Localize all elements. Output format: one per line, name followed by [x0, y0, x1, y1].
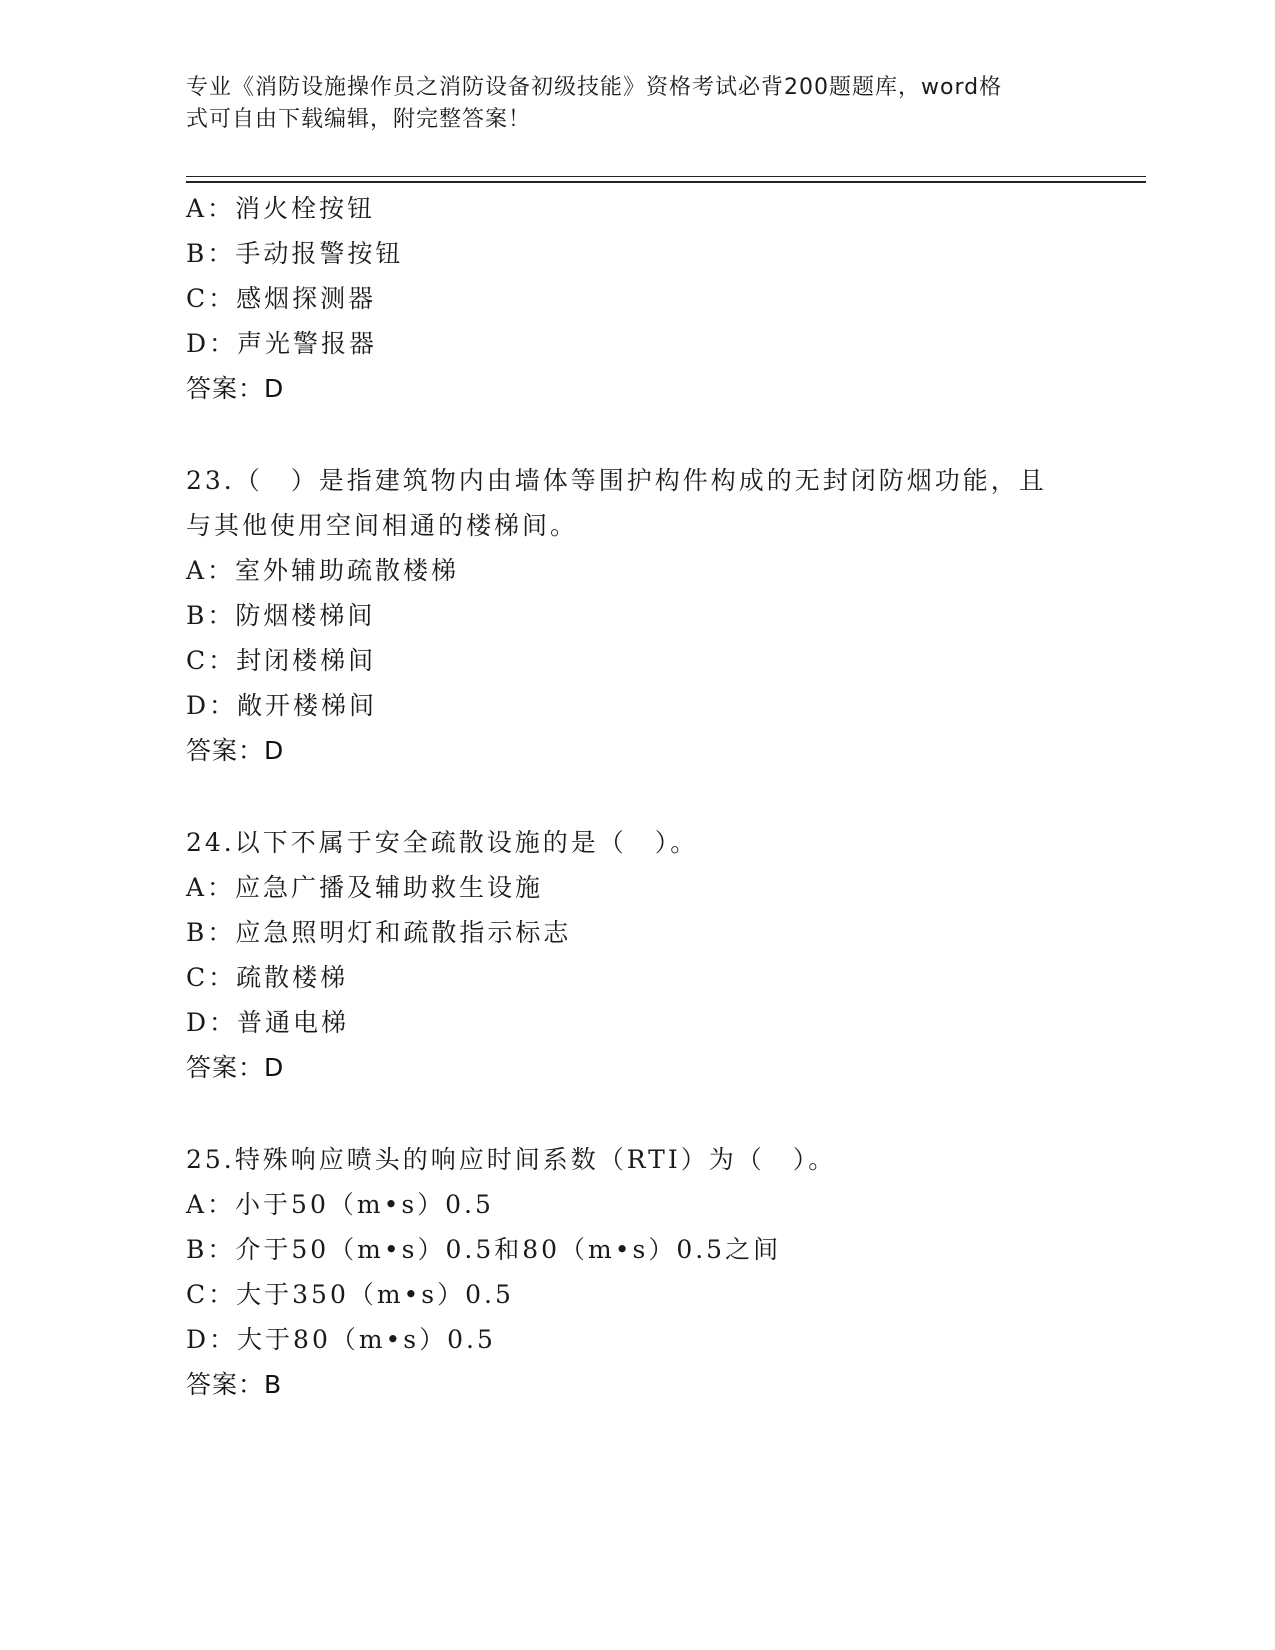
- header-line-2: 式可自由下载编辑，附完整答案！: [186, 107, 532, 132]
- header-line-1: 专业《消防设施操作员之消防设备初级技能》资格考试必背200题题库，word格: [186, 75, 1003, 100]
- question-list: [186, 186, 1086, 1407]
- document-header: [186, 72, 1066, 136]
- option-a: A：小于50（m•s）0.5: [186, 1190, 494, 1219]
- question-stem-line-1: 23.（ ）是指建筑物内由墙体等围护构件构成的无封闭防烟功能，且: [186, 466, 1047, 495]
- question-22: [186, 186, 1086, 411]
- question-stem-line-2: 与其他使用空间相通的楼梯间。: [186, 511, 579, 540]
- option-c: C：大于350（m•s）0.5: [186, 1280, 514, 1309]
- question-stem-line-1: 24.以下不属于安全疏散设施的是（ ）。: [186, 828, 699, 857]
- option-d: D：大于80（m•s）0.5: [186, 1325, 496, 1354]
- option-d: D：声光警报器: [186, 329, 378, 358]
- option-d: D：普通电梯: [186, 1008, 350, 1037]
- spacer: [186, 773, 1086, 820]
- answer: 答案：D: [186, 374, 285, 403]
- option-d: D：敞开楼梯间: [186, 691, 378, 720]
- header-divider-thick: [186, 181, 1146, 183]
- option-b: B：防烟楼梯间: [186, 601, 376, 630]
- spacer: [186, 1090, 1086, 1137]
- option-b: B：手动报警按钮: [186, 239, 404, 268]
- option-a: A：应急广播及辅助救生设施: [186, 873, 544, 902]
- question-25: [186, 1137, 1086, 1407]
- option-c: C：感烟探测器: [186, 284, 377, 313]
- option-a: A：消火栓按钮: [186, 194, 376, 223]
- answer: 答案：B: [186, 1370, 283, 1399]
- option-b: B：介于50（m•s）0.5和80（m•s）0.5之间: [186, 1235, 782, 1264]
- answer: 答案：D: [186, 736, 285, 765]
- option-b: B：应急照明灯和疏散指示标志: [186, 918, 572, 947]
- question-stem-line-1: 25.特殊响应喷头的响应时间系数（RTI）为（ ）。: [186, 1145, 837, 1174]
- answer: 答案：D: [186, 1053, 285, 1082]
- option-c: C：疏散楼梯: [186, 963, 349, 992]
- option-c: C：封闭楼梯间: [186, 646, 377, 675]
- spacer: [186, 411, 1086, 458]
- question-23: [186, 458, 1086, 773]
- option-a: A：室外辅助疏散楼梯: [186, 556, 460, 585]
- question-24: [186, 820, 1086, 1090]
- header-divider-thin: [186, 176, 1146, 177]
